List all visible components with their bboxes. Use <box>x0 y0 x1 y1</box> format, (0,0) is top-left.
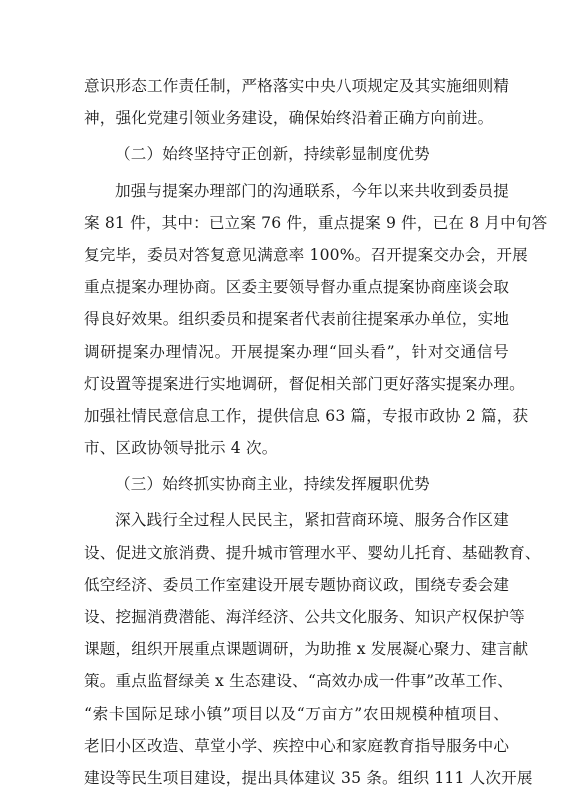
document-body <box>84 70 548 794</box>
body-text-line: 策。重点监督绿美 x 生态建设、“高效办成一件事”改革工作、 <box>84 672 513 691</box>
body-text-line: 设、促进文旅消费、提升城市管理水平、婴幼儿托育、基础教育、 <box>84 543 541 562</box>
body-text-line: 复完毕，委员对答复意见满意率 100%。召开提案交办会，开展 <box>84 245 528 264</box>
body-text-line: “索卡国际足球小镇”项目以及“万亩方”农田规模种植项目、 <box>84 704 509 723</box>
body-text-line: 老旧小区改造、草堂小学、疾控中心和家庭教育指导服务中心 <box>84 736 510 755</box>
body-text-line: 市、区政协领导批示 4 次。 <box>84 439 278 458</box>
body-text-line: 重点提案办理协商。区委主要领导督办重点提案协商座谈会取 <box>84 278 510 297</box>
body-text-line: 意识形态工作责任制，严格落实中央八项规定及其实施细则精 <box>84 77 510 95</box>
body-text-line: 得良好效果。组织委员和提案者代表前往提案承办单位，实地 <box>84 310 510 329</box>
body-text-line: 加强与提案办理部门的沟通联系，今年以来共收到委员提 <box>115 181 509 200</box>
body-text-line: 建设等民生项目建设，提出具体建议 35 条。组织 111 人次开展 <box>84 768 533 787</box>
body-text-line: 设、挖掘消费潜能、海洋经济、公共文化服务、知识产权保护等 <box>84 608 525 626</box>
body-text-line: 深入践行全过程人民民主，紧扣营商环境、服务合作区建 <box>115 511 509 530</box>
body-text-line: 灯设置等提案进行实地调研，督促相关部门更好落实提案办理。 <box>84 374 525 393</box>
body-text-line: 加强社情民意信息工作，提供信息 63 篇，专报市政协 2 篇，获 <box>84 406 529 425</box>
body-text-line: 课题，组织开展重点课题调研，为助推 x 发展凝心聚力、建言献 <box>84 640 529 659</box>
section-heading: （三）始终抓实协商主业，持续发挥履职优势 <box>115 475 430 494</box>
body-text-line: 案 81 件，其中：已立案 76 件，重点提案 9 件，已在 8 月中旬答 <box>84 213 548 232</box>
body-text-line: 低空经济、委员工作室建设开展专题协商议政，围绕专委会建 <box>84 575 510 594</box>
section-heading: （二）始终坚持守正创新，持续彰显制度优势 <box>115 145 430 164</box>
body-text-line: 调研提案办理情况。开展提案办理“回头看”，针对交通信号 <box>84 342 509 361</box>
body-text-line: 神，强化党建引领业务建设，确保始终沿着正确方向前进。 <box>84 109 494 128</box>
